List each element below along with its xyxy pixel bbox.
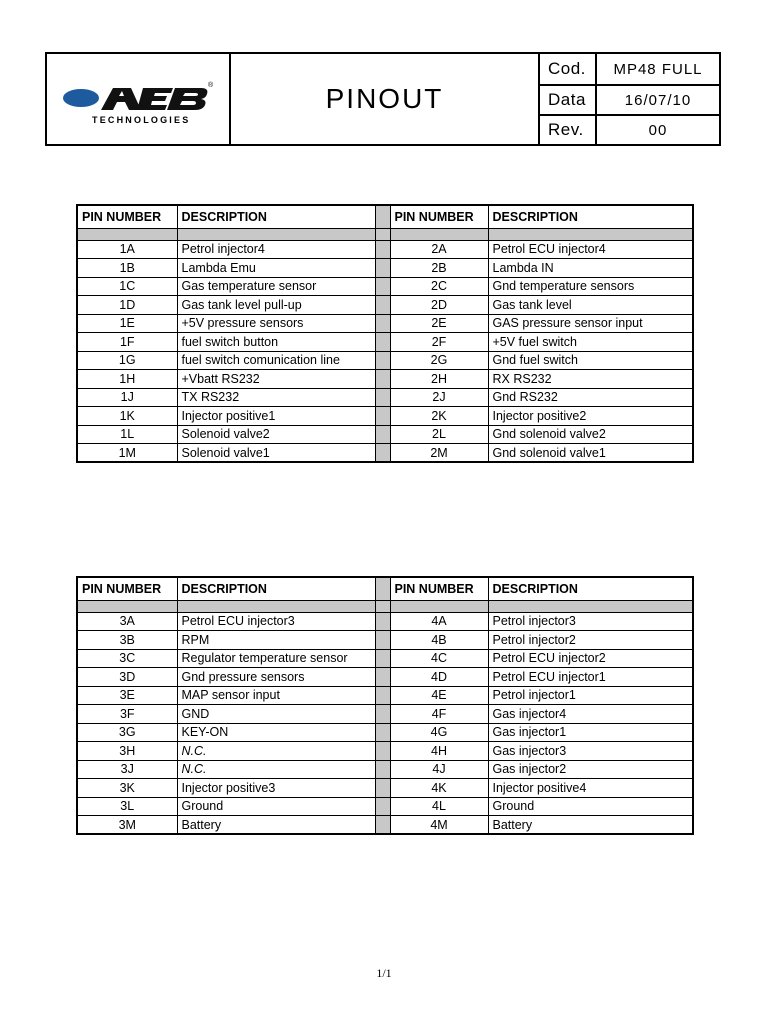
- description-cell: TX RS232: [177, 388, 375, 407]
- description-cell: Gnd solenoid valve2: [488, 425, 693, 444]
- pin-number-cell: 4E: [390, 686, 488, 705]
- separator-cell: [375, 407, 390, 426]
- table-row: [77, 760, 693, 779]
- pin-number-cell: 2J: [390, 388, 488, 407]
- description-cell: Gas tank level pull-up: [177, 296, 375, 315]
- logo-cell: [47, 54, 231, 144]
- description-cell: Petrol injector3: [488, 612, 693, 631]
- pin-number-cell: 3D: [77, 668, 177, 687]
- description-cell: Petrol ECU injector4: [488, 240, 693, 259]
- pin-number-cell: 3L: [77, 797, 177, 816]
- table-row: [77, 240, 693, 259]
- description-cell: Regulator temperature sensor: [177, 649, 375, 668]
- column-header-description: DESCRIPTION: [488, 577, 693, 600]
- separator-cell: [375, 723, 390, 742]
- separator-cell: [375, 797, 390, 816]
- table-row: [77, 333, 693, 352]
- separator-cell: [375, 612, 390, 631]
- table-row: [77, 705, 693, 724]
- subheader-cell: [375, 600, 390, 612]
- table-row: [77, 779, 693, 798]
- subheader-cell: [375, 228, 390, 240]
- description-cell: fuel switch button: [177, 333, 375, 352]
- table-row: [77, 351, 693, 370]
- pin-number-cell: 1E: [77, 314, 177, 333]
- pin-number-cell: 1K: [77, 407, 177, 426]
- description-cell: Gnd pressure sensors: [177, 668, 375, 687]
- pin-number-cell: 2B: [390, 259, 488, 278]
- table-row: [77, 259, 693, 278]
- meta-label: Cod.: [540, 54, 597, 84]
- separator-cell: [375, 444, 390, 463]
- pinout-table-1: [76, 204, 694, 463]
- description-cell: Solenoid valve1: [177, 444, 375, 463]
- pin-number-cell: 1G: [77, 351, 177, 370]
- table-subheader-row: [77, 228, 693, 240]
- column-header-description: DESCRIPTION: [177, 205, 375, 228]
- description-cell: MAP sensor input: [177, 686, 375, 705]
- pin-number-cell: 3K: [77, 779, 177, 798]
- pin-number-cell: 1D: [77, 296, 177, 315]
- description-cell: Ground: [488, 797, 693, 816]
- pin-number-cell: 4M: [390, 816, 488, 835]
- separator-cell: [375, 631, 390, 650]
- pin-number-cell: 1M: [77, 444, 177, 463]
- pin-number-cell: 1C: [77, 277, 177, 296]
- column-header-pin: PIN NUMBER: [77, 205, 177, 228]
- table-row: [77, 797, 693, 816]
- table-row: [77, 314, 693, 333]
- pin-number-cell: 4L: [390, 797, 488, 816]
- meta-row-code: [540, 54, 719, 84]
- column-header-pin: PIN NUMBER: [390, 205, 488, 228]
- description-cell: Gas tank level: [488, 296, 693, 315]
- description-cell: Injector positive4: [488, 779, 693, 798]
- description-cell: Petrol ECU injector1: [488, 668, 693, 687]
- description-cell: Gas injector4: [488, 705, 693, 724]
- table-header-row: [77, 577, 693, 600]
- description-cell: RPM: [177, 631, 375, 650]
- description-cell: Ground: [177, 797, 375, 816]
- table-row: [77, 407, 693, 426]
- description-cell: GND: [177, 705, 375, 724]
- table-row: [77, 649, 693, 668]
- pin-number-cell: 4B: [390, 631, 488, 650]
- pin-number-cell: 1A: [77, 240, 177, 259]
- description-cell: Lambda IN: [488, 259, 693, 278]
- separator-cell: [375, 577, 390, 600]
- separator-cell: [375, 705, 390, 724]
- meta-row-revision: [540, 114, 719, 144]
- separator-cell: [375, 649, 390, 668]
- pin-number-cell: 3C: [77, 649, 177, 668]
- table-row: [77, 370, 693, 389]
- description-cell: Gas injector1: [488, 723, 693, 742]
- subheader-cell: [488, 228, 693, 240]
- column-header-description: DESCRIPTION: [177, 577, 375, 600]
- description-cell: Petrol ECU injector3: [177, 612, 375, 631]
- description-cell: GAS pressure sensor input: [488, 314, 693, 333]
- document-meta: [540, 54, 719, 144]
- description-cell: RX RS232: [488, 370, 693, 389]
- pin-number-cell: 4F: [390, 705, 488, 724]
- separator-cell: [375, 370, 390, 389]
- table-row: [77, 742, 693, 761]
- separator-cell: [375, 351, 390, 370]
- description-cell: Petrol injector2: [488, 631, 693, 650]
- pin-number-cell: 3B: [77, 631, 177, 650]
- pin-number-cell: 3J: [77, 760, 177, 779]
- separator-cell: [375, 425, 390, 444]
- pin-number-cell: 4J: [390, 760, 488, 779]
- separator-cell: [375, 388, 390, 407]
- pin-number-cell: 2D: [390, 296, 488, 315]
- pinout-table-2: [76, 576, 694, 835]
- table-row: [77, 277, 693, 296]
- column-header-pin: PIN NUMBER: [77, 577, 177, 600]
- pin-number-cell: 2E: [390, 314, 488, 333]
- description-cell: Gnd RS232: [488, 388, 693, 407]
- separator-cell: [375, 686, 390, 705]
- description-cell: Gas temperature sensor: [177, 277, 375, 296]
- table-row: [77, 388, 693, 407]
- pin-number-cell: 2F: [390, 333, 488, 352]
- description-cell: Gnd fuel switch: [488, 351, 693, 370]
- description-cell: Lambda Emu: [177, 259, 375, 278]
- description-cell: Gnd temperature sensors: [488, 277, 693, 296]
- subheader-cell: [390, 600, 488, 612]
- subheader-cell: [390, 228, 488, 240]
- description-cell: Gnd solenoid valve1: [488, 444, 693, 463]
- separator-cell: [375, 277, 390, 296]
- table-row: [77, 296, 693, 315]
- pin-number-cell: 4A: [390, 612, 488, 631]
- table-subheader-row: [77, 600, 693, 612]
- table-row: [77, 444, 693, 463]
- document-title: PINOUT: [231, 54, 540, 144]
- pin-number-cell: 3G: [77, 723, 177, 742]
- aeb-logo-icon: [61, 82, 214, 114]
- description-cell: +Vbatt RS232: [177, 370, 375, 389]
- pin-number-cell: 1F: [77, 333, 177, 352]
- registered-mark: ®: [208, 82, 214, 89]
- subheader-cell: [177, 228, 375, 240]
- meta-value: MP48 FULL: [613, 60, 703, 78]
- separator-cell: [375, 296, 390, 315]
- separator-cell: [375, 779, 390, 798]
- pin-number-cell: 4H: [390, 742, 488, 761]
- description-cell: Battery: [488, 816, 693, 835]
- separator-cell: [375, 314, 390, 333]
- pin-number-cell: 2K: [390, 407, 488, 426]
- logo-wordmark: TECHNOLOGIES: [92, 115, 191, 125]
- description-cell: N.C.: [177, 760, 375, 779]
- pin-number-cell: 2M: [390, 444, 488, 463]
- description-cell: Gas injector3: [488, 742, 693, 761]
- pin-number-cell: 3A: [77, 612, 177, 631]
- separator-cell: [375, 816, 390, 835]
- pin-number-cell: 3H: [77, 742, 177, 761]
- separator-cell: [375, 205, 390, 228]
- pin-number-cell: 1B: [77, 259, 177, 278]
- table-row: [77, 425, 693, 444]
- pin-number-cell: 2G: [390, 351, 488, 370]
- meta-label: Data: [540, 86, 597, 114]
- separator-cell: [375, 333, 390, 352]
- pin-number-cell: 2A: [390, 240, 488, 259]
- table-row: [77, 686, 693, 705]
- description-cell: Injector positive2: [488, 407, 693, 426]
- separator-cell: [375, 259, 390, 278]
- meta-label: Rev.: [540, 116, 597, 144]
- meta-value: 16/07/10: [624, 91, 692, 109]
- table-row: [77, 631, 693, 650]
- meta-row-date: [540, 84, 719, 114]
- subheader-cell: [177, 600, 375, 612]
- description-cell: Injector positive3: [177, 779, 375, 798]
- pin-number-cell: 4C: [390, 649, 488, 668]
- table-row: [77, 723, 693, 742]
- column-header-pin: PIN NUMBER: [390, 577, 488, 600]
- separator-cell: [375, 760, 390, 779]
- pin-number-cell: 2H: [390, 370, 488, 389]
- description-cell: Gas injector2: [488, 760, 693, 779]
- description-cell: Injector positive1: [177, 407, 375, 426]
- subheader-cell: [488, 600, 693, 612]
- pin-number-cell: 3M: [77, 816, 177, 835]
- pin-number-cell: 1L: [77, 425, 177, 444]
- meta-value: 00: [648, 121, 668, 139]
- pin-number-cell: 3E: [77, 686, 177, 705]
- pin-number-cell: 4K: [390, 779, 488, 798]
- description-cell: Petrol ECU injector2: [488, 649, 693, 668]
- separator-cell: [375, 742, 390, 761]
- pin-number-cell: 4D: [390, 668, 488, 687]
- description-cell: KEY-ON: [177, 723, 375, 742]
- table-row: [77, 612, 693, 631]
- description-cell: +5V pressure sensors: [177, 314, 375, 333]
- subheader-cell: [77, 600, 177, 612]
- table-header-row: [77, 205, 693, 228]
- pin-number-cell: 1H: [77, 370, 177, 389]
- description-cell: Petrol injector4: [177, 240, 375, 259]
- description-cell: Petrol injector1: [488, 686, 693, 705]
- pin-number-cell: 2C: [390, 277, 488, 296]
- column-header-description: DESCRIPTION: [488, 205, 693, 228]
- description-cell: +5V fuel switch: [488, 333, 693, 352]
- table-row: [77, 668, 693, 687]
- pin-number-cell: 3F: [77, 705, 177, 724]
- table-row: [77, 816, 693, 835]
- pin-number-cell: 2L: [390, 425, 488, 444]
- pin-number-cell: 1J: [77, 388, 177, 407]
- description-cell: Solenoid valve2: [177, 425, 375, 444]
- separator-cell: [375, 240, 390, 259]
- description-cell: N.C.: [177, 742, 375, 761]
- description-cell: fuel switch comunication line: [177, 351, 375, 370]
- separator-cell: [375, 668, 390, 687]
- description-cell: Battery: [177, 816, 375, 835]
- page-number: 1/1: [376, 966, 392, 980]
- document-header: [45, 52, 721, 146]
- pin-number-cell: 4G: [390, 723, 488, 742]
- subheader-cell: [77, 228, 177, 240]
